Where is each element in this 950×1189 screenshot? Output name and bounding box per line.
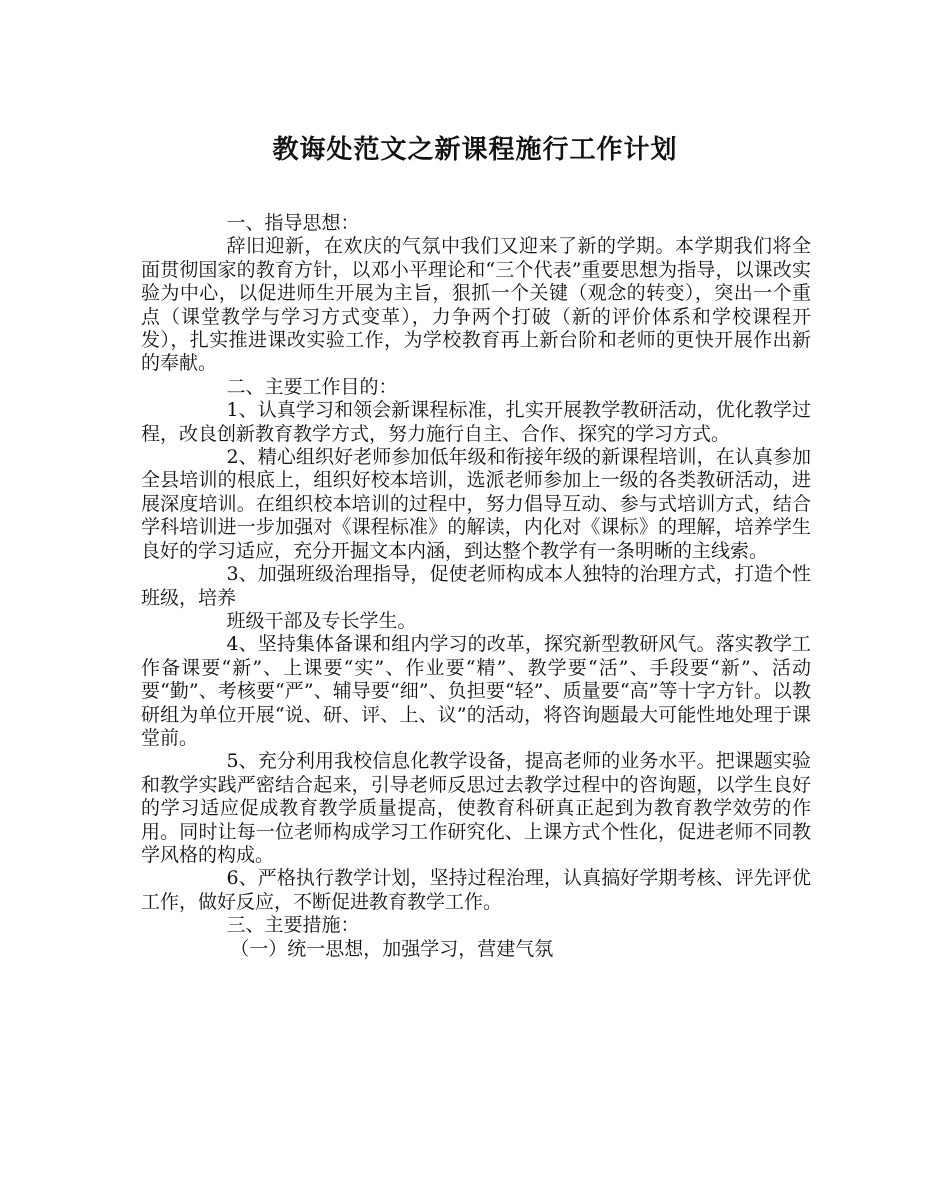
document-title: 教诲处范文之新课程施行工作计划: [272, 135, 678, 165]
paragraph-goal-2: 2、精心组织好老师参加低年级和衔接年级的新课程培训，在认真参加全县培训的根底上，组织好校本培训，选派老师参加上一级的各类教研活动，进展深度培训。在组织校本培训的过程中，努力倡导互动、参与式培训方式，结合学科培训进一步加强对《课程标准》的解读，内化对《课标》的理解，培养学生良好的学习适应，充分开掘文本内涵，到达整个教学有一条明晰的主线索。: [141, 446, 811, 562]
section-heading-main-measures: 三、主要措施：: [226, 914, 360, 937]
section-heading-guiding-thought: 一、指导思想：: [226, 212, 360, 234]
subsection-heading-1: （一）统一思想，加强学习，营建气氛: [230, 937, 554, 960]
document-body: [141, 212, 811, 961]
paragraph-goal-1: 1、认真学习和领会新课程标准，扎实开展教学教研活动，优化教学过程，改良创新教育教学方式，努力施行自主、合作、探究的学习方式。: [141, 399, 811, 445]
paragraph-goal-3: 3、加强班级治理指导，促使老师构成本人独特的治理方式，打造个性班级，培养: [141, 563, 811, 609]
section-heading-main-goals: 二、主要工作目的：: [226, 375, 398, 398]
paragraph-goal-5: 5、充分利用我校信息化教学设备，提高老师的业务水平。把课题实验和教学实践严密结合起来，引导老师反思过去教学过程中的咨询题，以学生良好的学习适应促成教育教学质量提高，使教育科研真正起到为教育教学效劳的作用。同时让每一位老师构成学习工作研究化、上课方式个性化，促进老师不同教学风格的构成。: [141, 750, 811, 866]
paragraph-guiding-thought: 辞旧迎新，在欢庆的气氛中我们又迎来了新的学期。本学期我们将全面贯彻国家的教育方针，以邓小平理论和“三个代表”重要思想为指导，以课改实验为中心，以促进师生开展为主旨，狠抓一个关键（观念的转变），突出一个重点（课堂教学与学习方式变革），力争两个打破（新的评价体系和学校课程开发），扎实推进课改实验工作，为学校教育再上新台阶和老师的更快开展作出新的奉献。: [141, 235, 811, 375]
paragraph-goal-3-continued: 班级干部及专长学生。: [226, 609, 417, 632]
paragraph-goal-4: 4、坚持集体备课和组内学习的改革，探究新型教研风气。落实教学工作备课要“新”、上课要“实”、作业要“精”、教学要“活”、手段要“新”、活动要“勤”、考核要“严”、辅导要“细”、负担要“轻”、质量要“高”等十字方针。以教研组为单位开展“说、研、评、上、议”的活动，将咨询题最大可能性地处理于课堂前。: [141, 633, 811, 749]
paragraph-goal-6: 6、严格执行教学计划，坚持过程治理，认真搞好学期考核、评先评优工作，做好反应，不断促进教育教学工作。: [141, 867, 811, 913]
